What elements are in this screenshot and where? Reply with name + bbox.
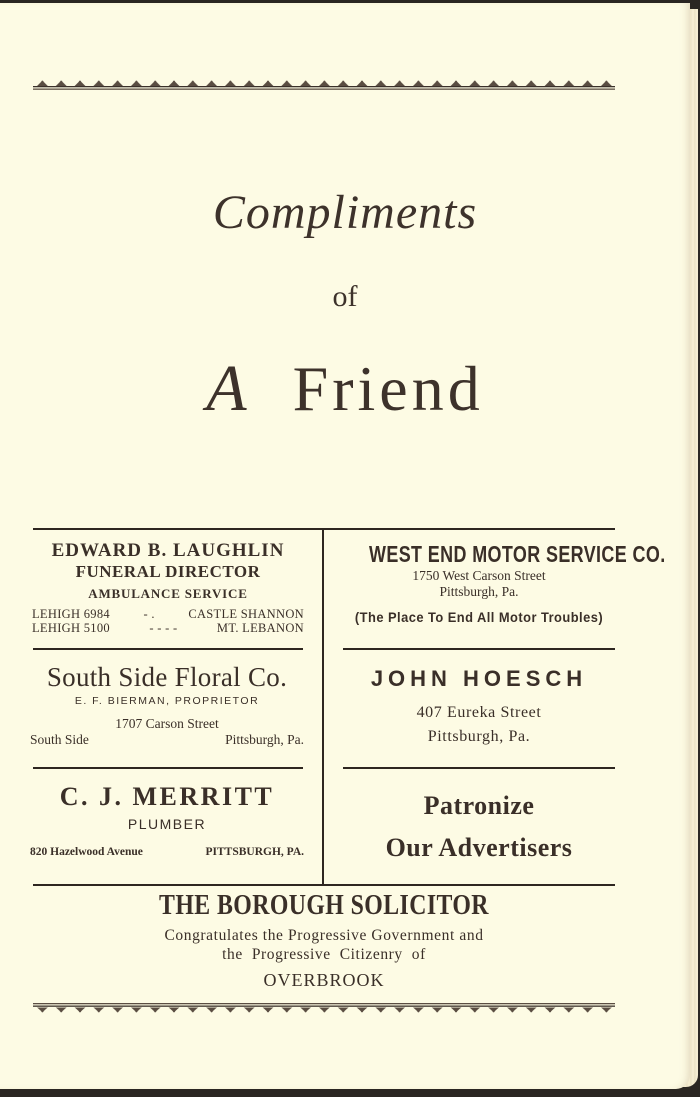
book-page (0, 3, 690, 1089)
patronize-line-1: Patronize (423, 791, 535, 820)
floral-district: South Side (30, 732, 89, 747)
script-a-letter: A (206, 352, 251, 425)
phone-location: CASTLE SHANNON (188, 607, 304, 621)
merritt-address: 820 Hazelwood Avenue (30, 846, 143, 858)
merritt-trade: PLUMBER (127, 816, 207, 832)
laughlin-name: EDWARD B. LAUGHLIN (51, 540, 285, 561)
borough-congrats-line-2: the Progressive Citizenry of (222, 946, 426, 963)
of-text: of (332, 280, 358, 313)
west-end-address: 1750 West Carson Street (412, 568, 546, 583)
merritt-city: PITTSBURGH, PA. (205, 846, 304, 858)
borough-congrats-line-1: Congratulates the Progressive Government and (164, 927, 484, 944)
phone-number: LEHIGH 6984 (32, 607, 110, 621)
merritt-name: C. J. MERRITT (59, 782, 275, 811)
west-end-name: WEST END MOTOR SERVICE CO. (369, 541, 666, 567)
phone-location: MT. LEBANON (216, 621, 304, 635)
hoesch-address: 407 Eureka Street (416, 704, 542, 721)
ad-south-side-floral (30, 662, 304, 748)
ad-grid-top-rule (33, 528, 615, 530)
top-ornamental-border (33, 76, 615, 90)
bottom-ornamental-border (33, 1003, 615, 1017)
hoesch-city: Pittsburgh, Pa. (427, 728, 531, 745)
ad-borough-solicitor (33, 890, 615, 991)
a-friend-heading (0, 351, 690, 427)
ad-west-end-motor (338, 541, 666, 625)
floral-city: Pittsburgh, Pa. (225, 732, 304, 747)
friend-word: Friend (292, 353, 484, 424)
phone-row-castle-shannon (32, 607, 304, 621)
compliments-heading: Compliments (212, 186, 478, 239)
phone-separator: - . (143, 607, 155, 621)
left-rule-2 (33, 767, 303, 769)
floral-address: 1707 Carson Street (115, 716, 219, 731)
ad-grid-bottom-rule (33, 884, 615, 886)
borough-name: THE BOROUGH SOLICITOR (159, 890, 489, 921)
floral-name: South Side Floral Co. (46, 662, 288, 692)
floral-location-row (30, 732, 304, 748)
merritt-location-row (30, 846, 304, 858)
floral-proprietor: E. F. BIERMAN, PROPRIETOR (74, 695, 260, 707)
right-rule-2 (343, 767, 615, 769)
laughlin-title: FUNERAL DIRECTOR (75, 562, 261, 581)
phone-separator: - - - - (149, 621, 178, 635)
ad-cj-merritt (30, 782, 304, 858)
right-rule-1 (343, 648, 615, 650)
borough-town: OVERBROOK (263, 970, 385, 990)
ad-laughlin (32, 540, 304, 635)
patronize-line-2: Our Advertisers (385, 833, 573, 862)
page-edges (680, 9, 698, 1087)
laughlin-service: AMBULANCE SERVICE (88, 586, 248, 601)
phone-number: LEHIGH 5100 (32, 621, 110, 635)
ad-john-hoesch (343, 666, 615, 746)
phone-row-mt-lebanon (32, 621, 304, 635)
left-rule-1 (33, 648, 303, 650)
west-end-city: Pittsburgh, Pa. (439, 584, 519, 599)
ad-patronize (343, 785, 615, 869)
hoesch-name: JOHN HOESCH (370, 666, 588, 691)
ad-grid-center-divider (322, 530, 324, 885)
west-end-tagline: (The Place To End All Motor Troubles) (354, 609, 604, 625)
